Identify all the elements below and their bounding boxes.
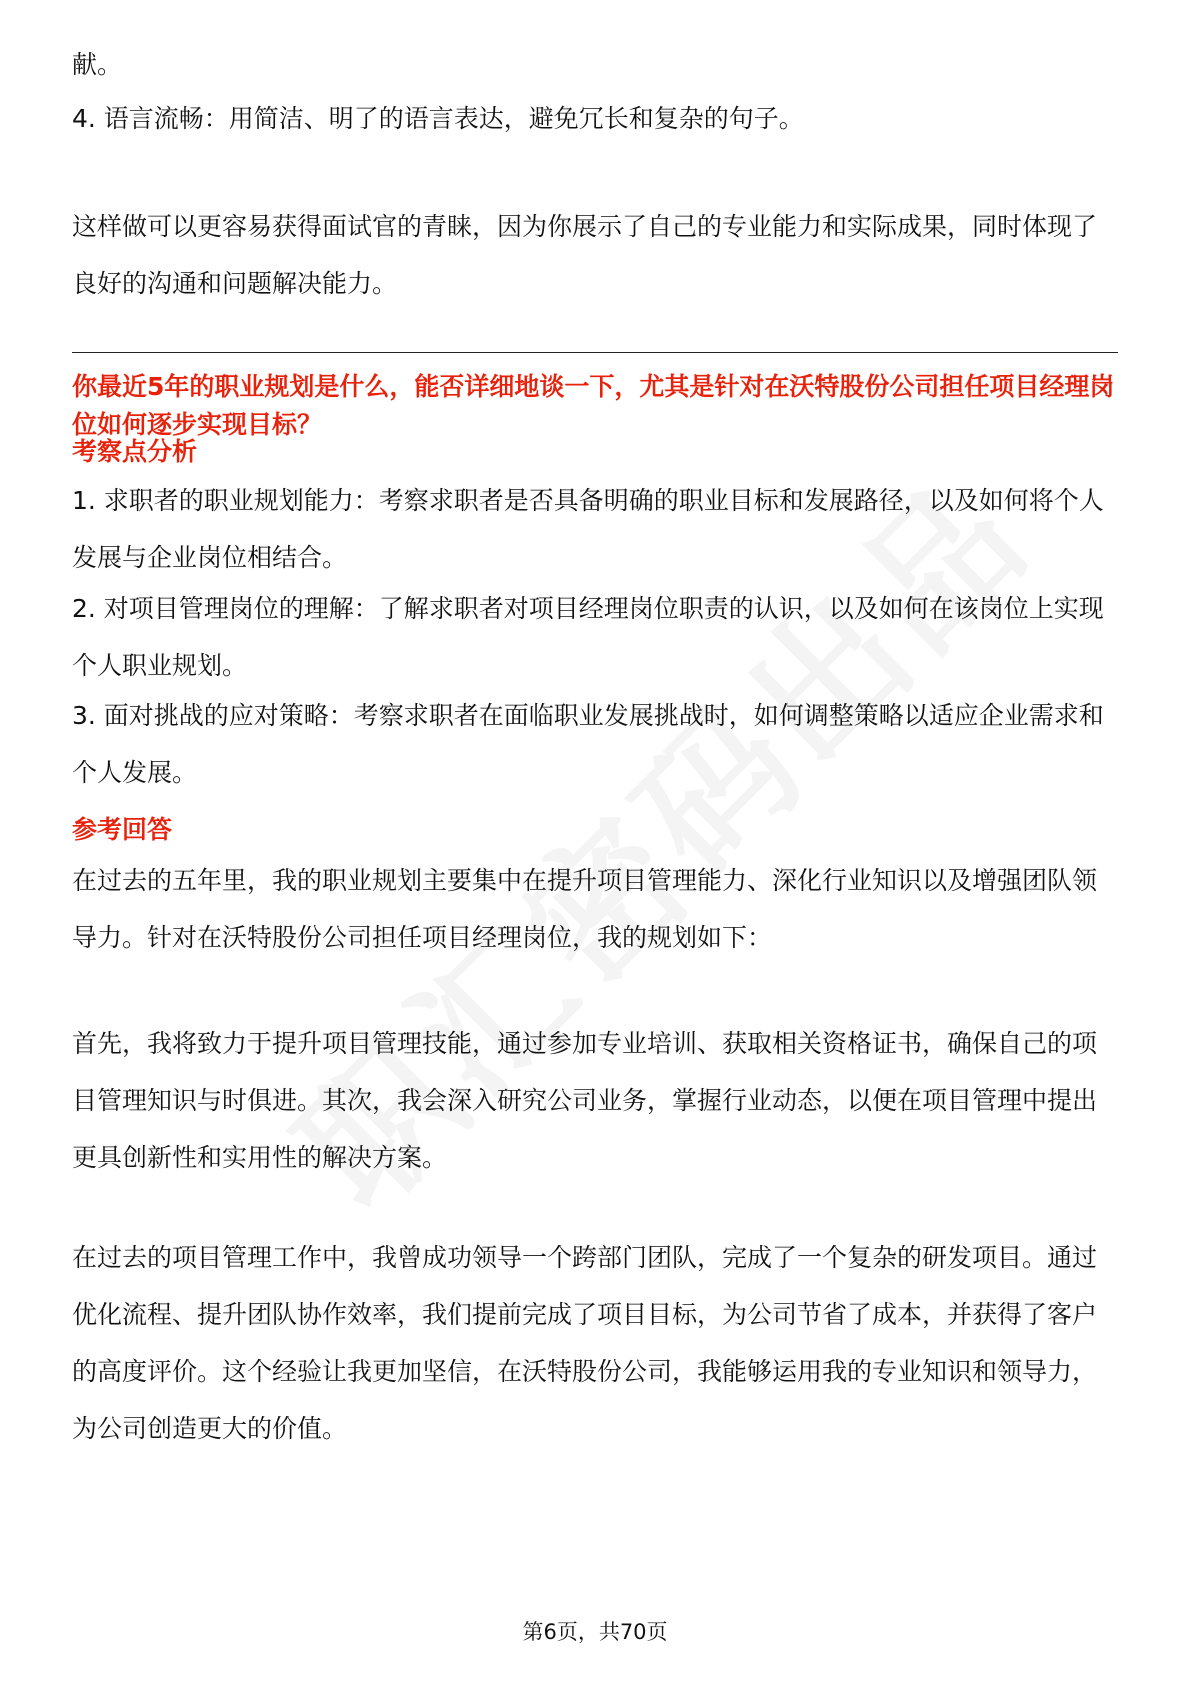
analysis-heading: 考察点分析 <box>72 437 198 466</box>
list-item-4: 4. 语言流畅：用简洁、明了的语言表达，避免冗长和复杂的句子。 <box>72 104 804 133</box>
answer-heading: 参考回答 <box>72 815 173 844</box>
document-page <box>72 0 1118 1684</box>
answer-paragraph-3: 在过去的项目管理工作中，我曾成功领导一个跨部门团队，完成了一个复杂的研发项目。通过优化流程、提升团队协作效率，我们提前完成了项目目标，为公司节省了成本，并获得了客户的高度评价。这个经验让我更加坚信，在沃特股份公司，我能够运用我的专业知识和领导力，为公司创造更大的价值。 <box>72 1243 1098 1443</box>
analysis-item-1: 1. 求职者的职业规划能力：考察求职者是否具备明确的职业目标和发展路径，以及如何将个人发展与企业岗位相结合。 <box>72 486 1104 572</box>
section-divider <box>72 352 1118 353</box>
page-number-footer: 第6页，共70页 <box>522 1620 668 1644</box>
answer-paragraph-2: 首先，我将致力于提升项目管理技能，通过参加专业培训、获取相关资格证书，确保自己的项目管理知识与时俱进。其次，我会深入研究公司业务，掌握行业动态，以便在项目管理中提出更具创新性和实用性的解决方案。 <box>72 1029 1098 1172</box>
analysis-item-2: 2. 对项目管理岗位的理解：了解求职者对项目经理岗位职责的认识，以及如何在该岗位上实现个人职业规划。 <box>72 594 1104 680</box>
analysis-item-3: 3. 面对挑战的应对策略：考察求职者在面临职业发展挑战时，如何调整策略以适应企业需求和个人发展。 <box>72 701 1104 787</box>
paragraph-continuation: 献。 <box>72 50 123 79</box>
conclusion-paragraph: 这样做可以更容易获得面试官的青睐，因为你展示了自己的专业能力和实际成果，同时体现了良好的沟通和问题解决能力。 <box>72 212 1098 298</box>
question-heading: 你最近5年的职业规划是什么，能否详细地谈一下，尤其是针对在沃特股份公司担任项目经理岗位如何逐步实现目标？ <box>72 372 1115 439</box>
answer-paragraph-1: 在过去的五年里，我的职业规划主要集中在提升项目管理能力、深化行业知识以及增强团队领导力。针对在沃特股份公司担任项目经理岗位，我的规划如下： <box>72 866 1098 952</box>
